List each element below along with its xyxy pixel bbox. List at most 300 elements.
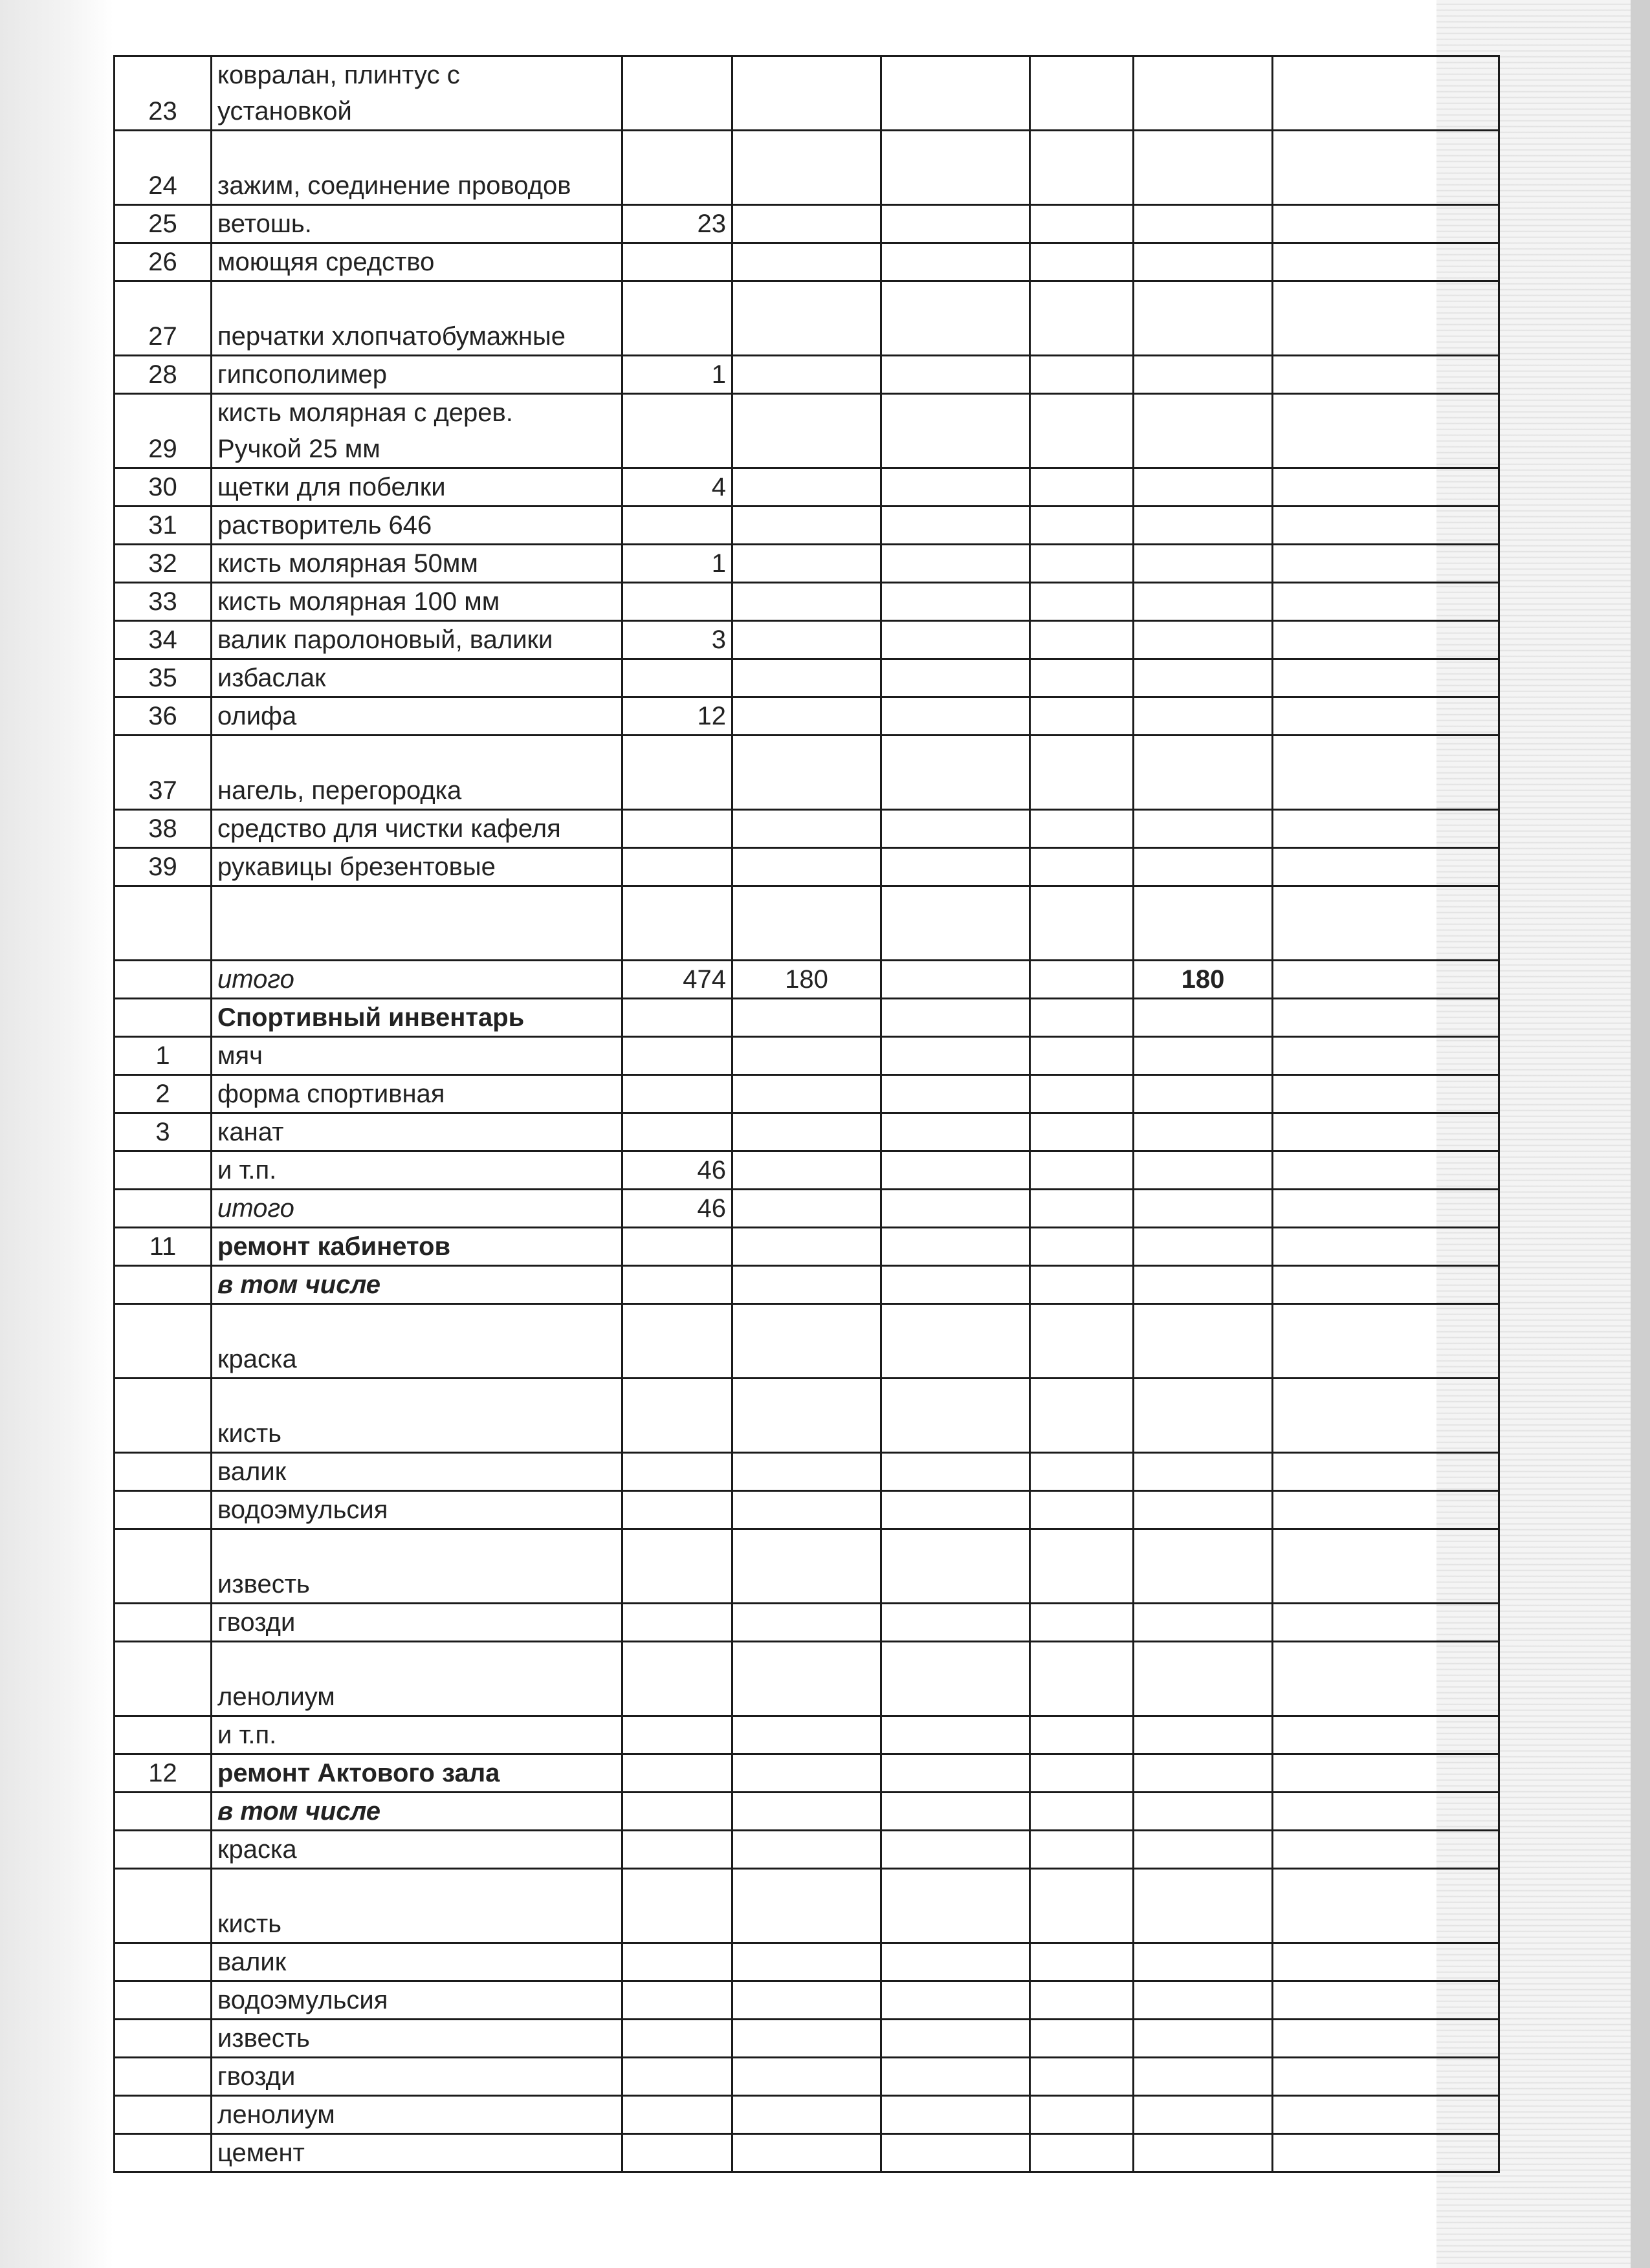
item-name: валик: [212, 1943, 622, 1981]
empty-cell: [881, 1642, 1030, 1716]
empty-cell: [1273, 2020, 1499, 2058]
empty-cell: [881, 1113, 1030, 1151]
col6-cell: [1134, 243, 1273, 281]
empty-cell: [881, 961, 1030, 999]
empty-cell: [1273, 1716, 1499, 1754]
col2-cell: [732, 1604, 881, 1642]
empty-cell: [1273, 1304, 1499, 1379]
empty-cell: [881, 1379, 1030, 1453]
row-number: [115, 1529, 212, 1604]
col6-cell: [1134, 1754, 1273, 1793]
table-row: [115, 1266, 1499, 1304]
item-name: нагель, перегородка: [212, 736, 622, 810]
table-row: [115, 1831, 1499, 1869]
table-row: [115, 281, 1499, 356]
item-name: кисть молярная с дерев. Ручкой 25 мм: [212, 394, 622, 468]
col2-cell: [732, 659, 881, 697]
col6-cell: [1134, 1453, 1273, 1491]
qty-cell: [622, 1037, 732, 1075]
table-row: [115, 1491, 1499, 1529]
col6-cell: [1134, 848, 1273, 886]
table-row: [115, 1113, 1499, 1151]
col2-cell: [732, 2134, 881, 2172]
col2-cell: [732, 468, 881, 507]
empty-cell: [881, 1529, 1030, 1604]
qty-cell: 46: [622, 1190, 732, 1228]
empty-cell: [1030, 1304, 1134, 1379]
empty-cell: [1273, 1075, 1499, 1113]
empty-cell: [1030, 961, 1134, 999]
empty-cell: [1273, 1754, 1499, 1793]
empty-cell: [1030, 56, 1134, 131]
row-number: 32: [115, 545, 212, 583]
col6-cell: [1134, 1642, 1273, 1716]
empty-cell: [881, 1037, 1030, 1075]
qty-cell: [622, 848, 732, 886]
qty-cell: [622, 1113, 732, 1151]
item-name: избаслак: [212, 659, 622, 697]
col2-cell: [732, 2020, 881, 2058]
empty-cell: [1273, 2058, 1499, 2096]
table-row: [115, 1642, 1499, 1716]
qty-cell: [622, 394, 732, 468]
qty-cell: 474: [622, 961, 732, 999]
col6-cell: [1134, 659, 1273, 697]
col6-cell: [1134, 2096, 1273, 2134]
section-row: [115, 1754, 1499, 1793]
col2-cell: [732, 1869, 881, 1943]
empty-cell: [1273, 810, 1499, 848]
qty-cell: [622, 810, 732, 848]
col2-cell: [732, 1716, 881, 1754]
empty-cell: [1030, 1379, 1134, 1453]
item-name: кисть молярная 100 мм: [212, 583, 622, 621]
item-name: форма спортивная: [212, 1075, 622, 1113]
empty-cell: [1030, 1793, 1134, 1831]
empty-cell: [1273, 1529, 1499, 1604]
col6-cell: [1134, 621, 1273, 659]
row-number: [115, 1491, 212, 1529]
qty-cell: [622, 281, 732, 356]
item-name: зажим, соединение проводов: [212, 131, 622, 205]
qty-cell: [622, 2058, 732, 2096]
empty-cell: [881, 1754, 1030, 1793]
table-row: [115, 1379, 1499, 1453]
col2-cell: [732, 1190, 881, 1228]
row-number: [115, 1604, 212, 1642]
col2-cell: [732, 1304, 881, 1379]
qty-cell: [622, 1604, 732, 1642]
empty-cell: [1030, 621, 1134, 659]
table-row: [115, 1981, 1499, 2020]
empty-cell: [1030, 1604, 1134, 1642]
empty-cell: [1273, 1266, 1499, 1304]
empty-cell: [1030, 886, 1134, 961]
item-name: растворитель 646: [212, 507, 622, 545]
col2-cell: [732, 243, 881, 281]
col2-cell: [732, 545, 881, 583]
row-number: [115, 1716, 212, 1754]
total-label: итого: [212, 1190, 622, 1228]
empty-cell: [1273, 1981, 1499, 2020]
empty-cell: [1030, 2020, 1134, 2058]
qty-cell: [622, 1793, 732, 1831]
col2-cell: [732, 1379, 881, 1453]
col6-cell: [1134, 1190, 1273, 1228]
col6-cell: [1134, 1831, 1273, 1869]
qty-cell: 46: [622, 1151, 732, 1190]
empty-cell: [1273, 697, 1499, 736]
scan-shadow-left: [0, 0, 113, 2268]
item-name: ленолиум: [212, 1642, 622, 1716]
row-number: 38: [115, 810, 212, 848]
qty-cell: [622, 1379, 732, 1453]
empty-cell: [1273, 1453, 1499, 1491]
empty-cell: [1030, 1190, 1134, 1228]
item-name: ковралан, плинтус с установкой: [212, 56, 622, 131]
empty-cell: [1030, 1943, 1134, 1981]
empty-cell: [881, 394, 1030, 468]
empty-cell: [881, 810, 1030, 848]
empty-cell: [1030, 659, 1134, 697]
col6-cell: [1134, 583, 1273, 621]
col2-cell: [732, 507, 881, 545]
empty-cell: [1273, 621, 1499, 659]
col2-cell: [732, 1642, 881, 1716]
empty-cell: [881, 1869, 1030, 1943]
empty-cell: [881, 356, 1030, 394]
col6-cell: [1134, 1266, 1273, 1304]
row-number: [115, 1266, 212, 1304]
col2-cell: [732, 848, 881, 886]
col6-cell: [1134, 1716, 1273, 1754]
item-name: кисть: [212, 1379, 622, 1453]
row-number: [115, 2020, 212, 2058]
qty-cell: [622, 1266, 732, 1304]
table-row: [115, 1604, 1499, 1642]
qty-cell: [622, 1075, 732, 1113]
col2-cell: [732, 999, 881, 1037]
col6-cell: [1134, 736, 1273, 810]
item-name: и т.п.: [212, 1151, 622, 1190]
item-name: гвозди: [212, 1604, 622, 1642]
item-name: валик паролоновый, валики: [212, 621, 622, 659]
row-number: [115, 999, 212, 1037]
col2-cell: [732, 205, 881, 243]
col6-cell: [1134, 468, 1273, 507]
empty-cell: [1273, 2096, 1499, 2134]
qty-cell: 1: [622, 356, 732, 394]
qty-cell: [622, 886, 732, 961]
qty-cell: [622, 56, 732, 131]
empty-cell: [881, 1981, 1030, 2020]
total-label: итого: [212, 961, 622, 999]
row-number: [115, 1151, 212, 1190]
empty-cell: [1030, 394, 1134, 468]
empty-cell: [881, 848, 1030, 886]
row-number: 11: [115, 1228, 212, 1266]
qty-cell: [622, 1754, 732, 1793]
item-name: щетки для побелки: [212, 468, 622, 507]
empty-cell: [1273, 736, 1499, 810]
qty-cell: [622, 1491, 732, 1529]
empty-cell: [881, 1304, 1030, 1379]
col6-cell: [1134, 507, 1273, 545]
row-number: 23: [115, 56, 212, 131]
item-name: моющяя средство: [212, 243, 622, 281]
col2-cell: [732, 1793, 881, 1831]
empty-cell: [881, 736, 1030, 810]
row-number: [115, 2134, 212, 2172]
empty-cell: [881, 1075, 1030, 1113]
item-name: водоэмульсия: [212, 1981, 622, 2020]
col6-cell: [1134, 810, 1273, 848]
qty-cell: [622, 1529, 732, 1604]
empty-cell: [1030, 507, 1134, 545]
table-row: [115, 1943, 1499, 1981]
subheading: в том числе: [212, 1793, 622, 1831]
empty-cell: [1030, 2134, 1134, 2172]
col2-cell: [732, 281, 881, 356]
qty-cell: [622, 1869, 732, 1943]
empty-cell: [1030, 999, 1134, 1037]
row-number: [115, 1304, 212, 1379]
empty-cell: [881, 697, 1030, 736]
col6-cell: [1134, 1228, 1273, 1266]
table-row: [115, 1037, 1499, 1075]
qty-cell: [622, 2096, 732, 2134]
table-row: [115, 205, 1499, 243]
empty-cell: [1030, 2058, 1134, 2096]
item-name: и т.п.: [212, 1716, 622, 1754]
row-number: 24: [115, 131, 212, 205]
table-row: [115, 56, 1499, 131]
row-number: 39: [115, 848, 212, 886]
empty-cell: [1030, 1113, 1134, 1151]
empty-cell: [881, 468, 1030, 507]
item-name: мяч: [212, 1037, 622, 1075]
empty-cell: [881, 205, 1030, 243]
col6-cell: [1134, 1113, 1273, 1151]
item-name: краска: [212, 1831, 622, 1869]
empty-cell: [1273, 545, 1499, 583]
qty-cell: [622, 1981, 732, 2020]
empty-cell: [881, 281, 1030, 356]
empty-cell: [1273, 1604, 1499, 1642]
col6-cell: [1134, 1869, 1273, 1943]
row-number: [115, 1793, 212, 1831]
col6-cell: [1134, 1981, 1273, 2020]
row-number: [115, 1831, 212, 1869]
row-number: 31: [115, 507, 212, 545]
qty-cell: [622, 1716, 732, 1754]
empty-cell: [1030, 1491, 1134, 1529]
empty-cell: [1273, 1151, 1499, 1190]
empty-cell: [1030, 1453, 1134, 1491]
empty-cell: [881, 1793, 1030, 1831]
empty-cell: [1030, 1228, 1134, 1266]
row-number: 34: [115, 621, 212, 659]
col6-cell: [1134, 205, 1273, 243]
item-name: валик: [212, 1453, 622, 1491]
qty-cell: 23: [622, 205, 732, 243]
col6-cell: [1134, 1793, 1273, 1831]
table-row: [115, 2058, 1499, 2096]
empty-cell: [1273, 1228, 1499, 1266]
empty-cell: [1273, 1491, 1499, 1529]
empty-cell: [1030, 1869, 1134, 1943]
empty-cell: [881, 621, 1030, 659]
col6-cell: [1134, 1529, 1273, 1604]
row-number: 30: [115, 468, 212, 507]
item-name: гипсополимер: [212, 356, 622, 394]
col6-cell: [1134, 886, 1273, 961]
table-row: [115, 507, 1499, 545]
table-row: [115, 1869, 1499, 1943]
table-row: [115, 659, 1499, 697]
row-number: [115, 1379, 212, 1453]
col2-cell: [732, 56, 881, 131]
col2-cell: [732, 394, 881, 468]
empty-cell: [881, 2020, 1030, 2058]
item-name: известь: [212, 2020, 622, 2058]
empty-cell: [1273, 659, 1499, 697]
col2-cell: [732, 1037, 881, 1075]
col2-cell: [732, 1453, 881, 1491]
empty-cell: [881, 1943, 1030, 1981]
table-row: [115, 243, 1499, 281]
empty-cell: [1273, 1642, 1499, 1716]
empty-cell: [1030, 131, 1134, 205]
empty-cell: [881, 583, 1030, 621]
table-row: [115, 1716, 1499, 1754]
empty-cell: [1273, 1831, 1499, 1869]
row-number: 1: [115, 1037, 212, 1075]
col2-cell: [732, 583, 881, 621]
item-name: краска: [212, 1304, 622, 1379]
col2-cell: 180: [732, 961, 881, 999]
empty-cell: [1030, 205, 1134, 243]
empty-cell: [1273, 1943, 1499, 1981]
empty-cell: [1030, 848, 1134, 886]
empty-cell: [1273, 507, 1499, 545]
empty-cell: [881, 507, 1030, 545]
row-number: [115, 1981, 212, 2020]
empty-cell: [1030, 736, 1134, 810]
col6-cell: [1134, 394, 1273, 468]
empty-cell: [1030, 1037, 1134, 1075]
total-row: [115, 1190, 1499, 1228]
col2-cell: [732, 886, 881, 961]
item-name: канат: [212, 1113, 622, 1151]
table-row: [115, 394, 1499, 468]
empty-cell: [881, 1266, 1030, 1304]
empty-cell: [1030, 810, 1134, 848]
row-number: [115, 1190, 212, 1228]
table-row: [115, 1075, 1499, 1113]
row-number: [115, 1642, 212, 1716]
qty-cell: 3: [622, 621, 732, 659]
subheading: в том числе: [212, 1266, 622, 1304]
qty-cell: 12: [622, 697, 732, 736]
col2-cell: [732, 1831, 881, 1869]
qty-cell: [622, 999, 732, 1037]
col2-cell: [732, 1113, 881, 1151]
row-number: 35: [115, 659, 212, 697]
section-row: [115, 999, 1499, 1037]
empty-cell: [1030, 1529, 1134, 1604]
empty-cell: [1273, 1037, 1499, 1075]
col6-cell: [1134, 56, 1273, 131]
qty-cell: [622, 1304, 732, 1379]
item-name: перчатки хлопчатобумажные: [212, 281, 622, 356]
row-number: [115, 2096, 212, 2134]
empty-cell: [1030, 468, 1134, 507]
empty-cell: [881, 2096, 1030, 2134]
col6-cell: [1134, 545, 1273, 583]
row-number: [115, 1943, 212, 1981]
empty-cell: [1273, 468, 1499, 507]
col2-cell: [732, 697, 881, 736]
row-number: 25: [115, 205, 212, 243]
empty-cell: [1273, 1379, 1499, 1453]
scan-edge: [1631, 0, 1650, 2268]
col6-cell: 180: [1134, 961, 1273, 999]
empty-cell: [1030, 356, 1134, 394]
row-number: 3: [115, 1113, 212, 1151]
col2-cell: [732, 1529, 881, 1604]
row-number: 26: [115, 243, 212, 281]
empty-cell: [1030, 2096, 1134, 2134]
table-row: [115, 886, 1499, 961]
row-number: [115, 886, 212, 961]
empty-cell: [1273, 1869, 1499, 1943]
col2-cell: [732, 131, 881, 205]
empty-cell: [881, 1453, 1030, 1491]
col2-cell: [732, 621, 881, 659]
empty-cell: [1030, 697, 1134, 736]
table-row: [115, 848, 1499, 886]
qty-cell: [622, 131, 732, 205]
col2-cell: [732, 1754, 881, 1793]
item-name: кисть молярная 50мм: [212, 545, 622, 583]
col2-cell: [732, 736, 881, 810]
qty-cell: [622, 1642, 732, 1716]
row-number: [115, 1869, 212, 1943]
empty-cell: [881, 545, 1030, 583]
empty-cell: [1273, 56, 1499, 131]
col2-cell: [732, 1943, 881, 1981]
col6-cell: [1134, 356, 1273, 394]
empty-cell: [1030, 545, 1134, 583]
qty-cell: [622, 507, 732, 545]
row-number: 29: [115, 394, 212, 468]
col6-cell: [1134, 1379, 1273, 1453]
empty-cell: [1273, 961, 1499, 999]
col6-cell: [1134, 1943, 1273, 1981]
empty-cell: [881, 999, 1030, 1037]
row-number: [115, 2058, 212, 2096]
qty-cell: [622, 736, 732, 810]
item-name: ветошь.: [212, 205, 622, 243]
total-row: [115, 961, 1499, 999]
table-row: [115, 131, 1499, 205]
empty-cell: [881, 56, 1030, 131]
col2-cell: [732, 356, 881, 394]
col2-cell: [732, 1266, 881, 1304]
empty-cell: [1030, 1716, 1134, 1754]
col6-cell: [1134, 999, 1273, 1037]
